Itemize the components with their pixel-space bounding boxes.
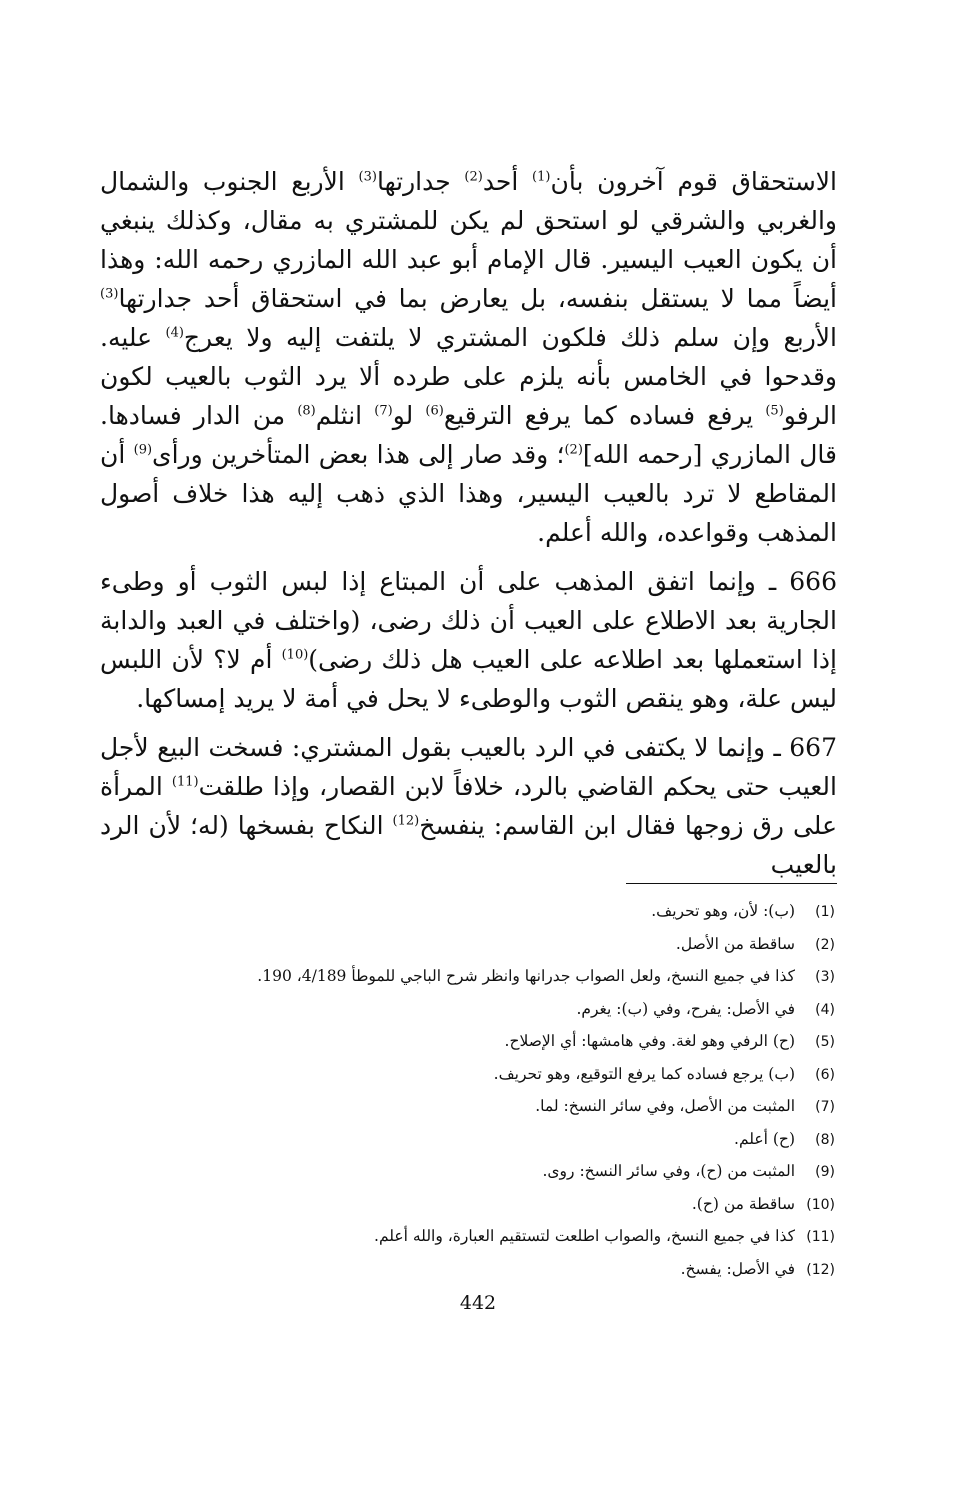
text-run: أم لا؟ لأن اللبس ليس علة، وهو ينقص الثوب والوطىء لا يحل في أمة لا يريد إمساكها. bbox=[100, 645, 837, 713]
text-run: الأربع وإن سلم ذلك فلكون المشتري لا يلتفت إليه ولا يعرج bbox=[183, 323, 837, 352]
text-run: أحد bbox=[482, 167, 533, 196]
text-run: النكاح بفسخها (له؛ لأن الرد بالعيب bbox=[100, 811, 837, 879]
text-run: الاستحقاق قوم آخرون بأن bbox=[550, 167, 837, 196]
footnote-text: في الأصل: يفسخ. bbox=[680, 1259, 795, 1278]
page-number: 442 bbox=[459, 1292, 497, 1314]
footnote-number: (10) bbox=[806, 1196, 835, 1213]
footnote-ref: (1) bbox=[532, 169, 551, 185]
footnote-ref: (9) bbox=[133, 442, 153, 458]
numbered-paragraph-667 bbox=[100, 728, 837, 884]
main-text bbox=[100, 162, 837, 884]
footnote-number: (9) bbox=[815, 1164, 835, 1180]
text-run: ـ وإنما لا يكتفى في الرد بالعيب بقول المشتري: فسخت البيع لأجل العيب حتى يحكم القاضي بالرد، خلافاً لابن القصار، وإذا طلقت bbox=[100, 733, 837, 801]
footnote-ref: (6) bbox=[425, 403, 444, 419]
text-run: يرفع فساده كما يرفع الترقيع bbox=[443, 401, 766, 430]
text-run: أن المقاطع لا ترد بالعيب اليسير، وهذا الذي ذهب إليه هذا خلاف أصول المذهب وقواعده، والله أعلم. bbox=[100, 440, 837, 547]
footnote-number: (2) bbox=[815, 936, 835, 953]
footnote-text: المثبت من (ح)، وفي سائر النسخ: روى. bbox=[542, 1162, 795, 1180]
footnote bbox=[180, 994, 835, 1027]
footnotes bbox=[180, 896, 835, 1286]
footnote bbox=[180, 1026, 835, 1059]
footnote-number: (6) bbox=[815, 1066, 835, 1083]
footnote-ref: (12) bbox=[392, 813, 420, 829]
footnote-number: (3) bbox=[815, 969, 835, 985]
footnote-text: (ح) أعلم. bbox=[734, 1129, 795, 1148]
footnote-number: (12) bbox=[806, 1261, 835, 1278]
footnote-ref: (7) bbox=[374, 403, 393, 419]
text-run: عليه. وقدحوا في الخامس بأنه يلزم على طرده ألا يرد الثوب بالعيب لكون الرفو bbox=[100, 323, 838, 430]
text-run: الأربع الجنوب والشمال والغربي والشرقي لو استحق لم يكن للمشتري به مقال، وكذلك ينبغي أن يكون العيب اليسير. قال الإمام أبو عبد الله المازري رحمه الله: وهذا أيضاً مما لا يستقل بنفسه، بل يعارض بما في استحقاق أحد جدارتها bbox=[100, 167, 837, 313]
footnote bbox=[180, 1156, 835, 1189]
paragraph-number: 666 bbox=[789, 567, 837, 596]
paragraph-continued bbox=[100, 162, 837, 552]
text-run: جدارتها bbox=[376, 167, 465, 196]
footnote-ref: (2) bbox=[464, 169, 483, 185]
footnote-ref: (11) bbox=[171, 774, 199, 790]
footnote bbox=[180, 1189, 835, 1222]
footnote-separator bbox=[626, 883, 837, 884]
footnote bbox=[180, 1254, 835, 1287]
text-run: لو bbox=[392, 401, 426, 430]
footnote-text: (ب) يرجع فساده كما يرفع التوقيع، وهو تحريف. bbox=[493, 1064, 795, 1083]
footnote-number: (1) bbox=[815, 904, 835, 920]
footnote-number: (8) bbox=[815, 1131, 835, 1148]
paragraph-number: 667 bbox=[789, 733, 837, 762]
footnote-number: (11) bbox=[806, 1229, 835, 1245]
text-run: المرأة على رق زوجها فقال ابن القاسم: ينفسخ bbox=[100, 772, 837, 840]
footnote-text: المثبت من الأصل، وفي سائر النسخ: لما. bbox=[535, 1097, 795, 1115]
text-run: انثلم bbox=[315, 401, 375, 430]
footnote-text: ساقطة من (ح). bbox=[691, 1194, 795, 1213]
footnote-text: كذا في جميع النسخ، والصواب اطلعت لتستقيم العبارة، والله أعلم. bbox=[374, 1227, 795, 1245]
footnote bbox=[180, 1091, 835, 1124]
footnote-text: ساقطة من الأصل. bbox=[675, 934, 795, 953]
footnote-ref: (3) bbox=[358, 169, 377, 185]
footnote-ref: (8) bbox=[297, 403, 316, 419]
footnote bbox=[180, 1124, 835, 1157]
footnote-text: (ب): لأن، وهو تحريف. bbox=[651, 902, 795, 920]
text-run: ؛ وقد صار إلى هذا بعض المتأخرين ورأى bbox=[152, 440, 565, 469]
footnote bbox=[180, 1221, 835, 1254]
text-run: ـ وإنما اتفق المذهب على أن المبتاع إذا لبس الثوب أو وطىء الجارية بعد الاطلاع على العيب أن ذلك رضى، (واختلف في العبد والدابة إذا استعملها بعد اطلاعه على العيب هل ذلك رضى) bbox=[100, 567, 837, 674]
footnote bbox=[180, 896, 835, 929]
footnote-ref: (5) bbox=[765, 403, 784, 419]
footnote bbox=[180, 929, 835, 962]
footnote-number: (4) bbox=[815, 1001, 835, 1018]
footnote-text: كذا في جميع النسخ، ولعل الصواب جدرانها وانظر شرح الباجي للموطأ 4/189، 190. bbox=[257, 967, 795, 985]
numbered-paragraph-666 bbox=[100, 562, 837, 718]
footnote-number: (5) bbox=[815, 1034, 835, 1050]
footnote-text: (ح) الرفي وهو لغة. وفي هامشها: أي الإصلاح. bbox=[504, 1032, 795, 1050]
footnote bbox=[180, 1059, 835, 1092]
footnote-ref: (3) bbox=[100, 286, 119, 302]
footnote-ref: (4) bbox=[165, 325, 184, 341]
footnote-ref: (10) bbox=[281, 647, 309, 663]
footnote bbox=[180, 961, 835, 994]
text-run: من الدار فسادها. قال المازري [رحمه الله] bbox=[100, 401, 837, 469]
footnote-ref: (2) bbox=[564, 442, 583, 458]
footnote-text: في الأصل: يفرح، وفي (ب): يغرم. bbox=[576, 999, 795, 1018]
footnote-number: (7) bbox=[815, 1099, 835, 1115]
